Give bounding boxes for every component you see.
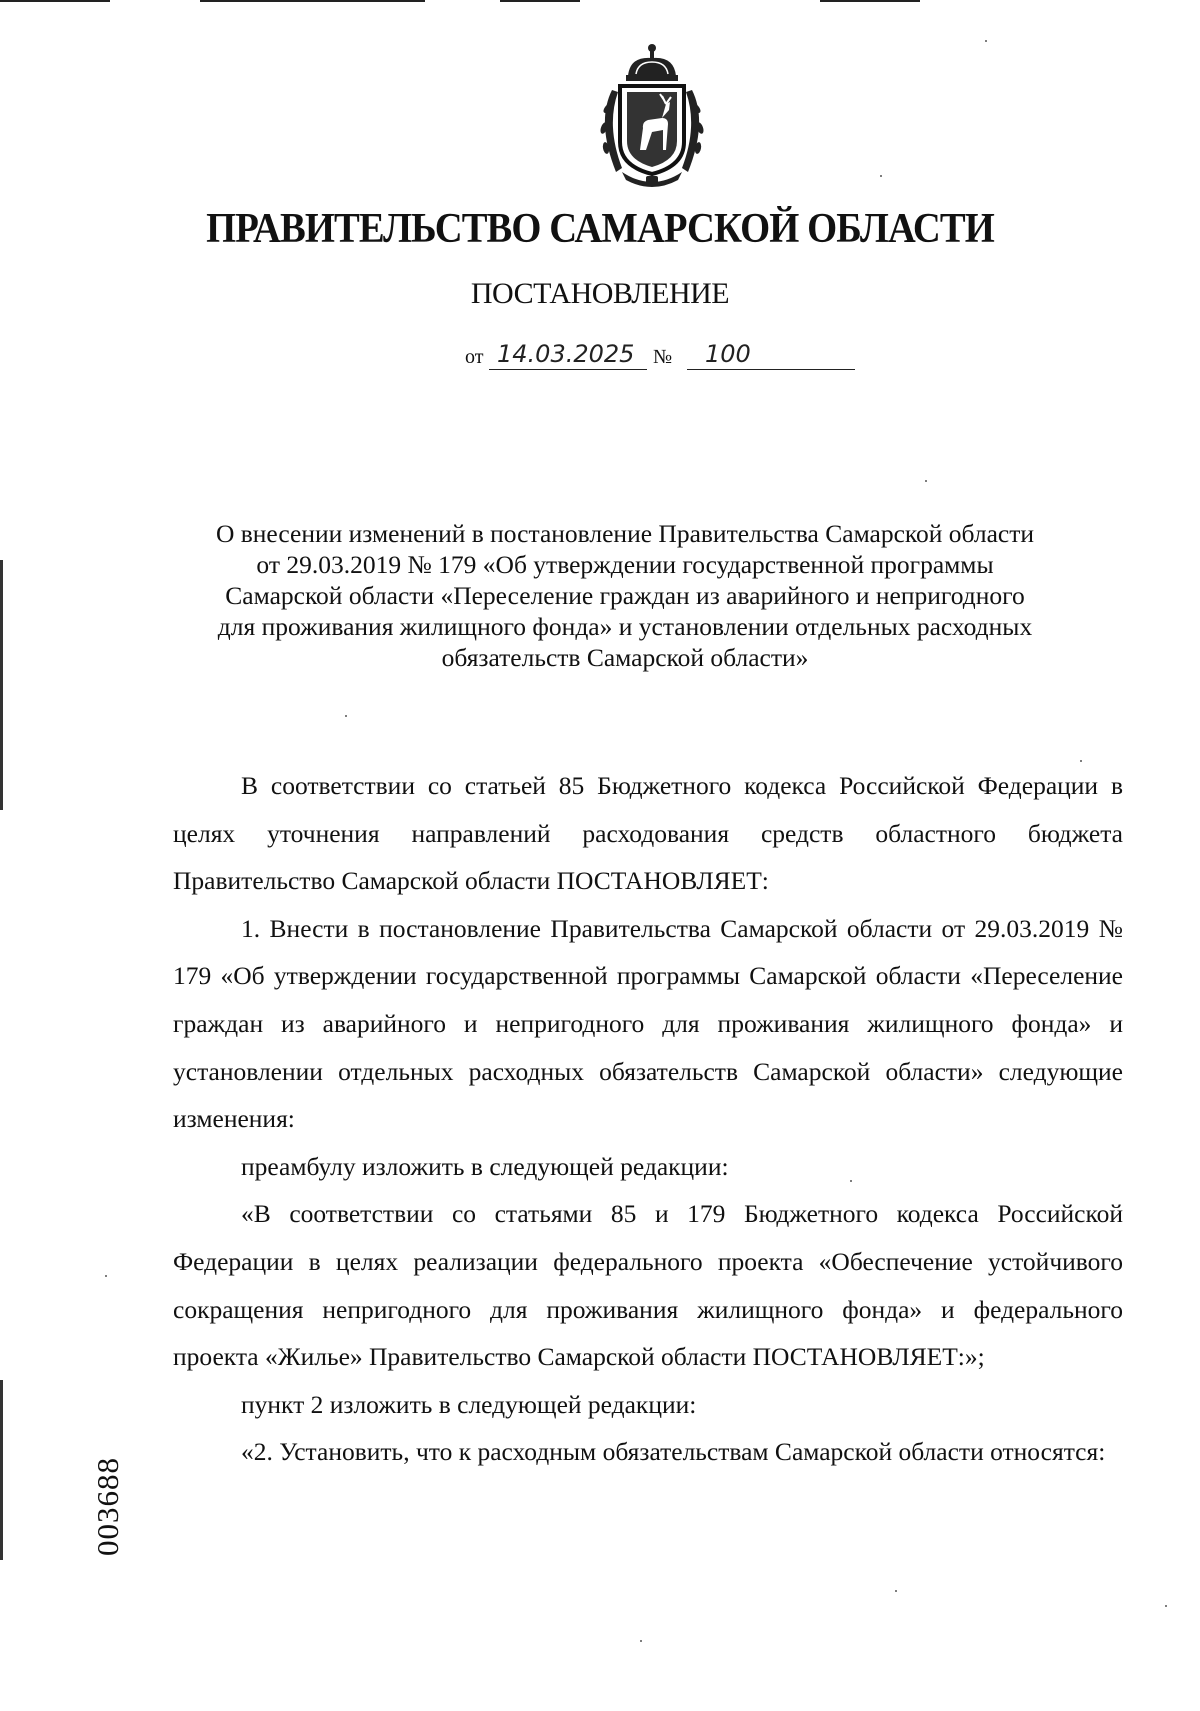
date-prefix: от	[465, 346, 484, 368]
body-paragraph: преамбулу изложить в следующей редакции:	[241, 1151, 729, 1181]
number-prefix: №	[653, 346, 673, 368]
scan-speck	[345, 715, 347, 717]
scan-artifact	[200, 0, 425, 2]
government-name: ПРАВИТЕЛЬСТВО САМАРСКОЙ ОБЛАСТИ	[206, 206, 994, 252]
subject-line: Самарской области «Переселение граждан из аварийного и непригодного	[225, 581, 1025, 610]
subject-line: обязательств Самарской области»	[441, 643, 809, 672]
scan-speck	[880, 175, 882, 177]
document-type: ПОСТАНОВЛЕНИЕ	[470, 277, 730, 310]
scan-artifact	[500, 0, 580, 2]
samara-coat-of-arms-icon	[582, 42, 722, 192]
scan-speck	[850, 1180, 852, 1182]
scan-artifact	[820, 0, 920, 2]
scan-speck	[105, 1275, 107, 1277]
scan-speck	[925, 480, 927, 482]
handwritten-number: 100	[705, 340, 751, 368]
registration-number: 003688	[90, 1457, 125, 1556]
document-subject	[150, 518, 1100, 673]
scan-artifact	[0, 0, 110, 2]
scan-speck	[1080, 760, 1082, 762]
scan-artifact	[0, 1380, 3, 1560]
subject-line: от 29.03.2019 № 179 «Об утверждении государственной программы	[256, 550, 994, 579]
body-paragraph: «В соответствии со статьями 85 и 179 Бюджетного кодекса Российской Федерации в целях реализации федерального проекта «Обеспечение устойчивого сокращения непригодного для проживания жилищного фонда» и федерального проекта «Жилье» Правительство Самарской области ПОСТАНОВЛЯЕТ:»;	[173, 1199, 1123, 1372]
subject-line: для проживания жилищного фонда» и установлении отдельных расходных	[217, 612, 1033, 641]
date-number-line	[465, 336, 855, 376]
date-underline	[489, 369, 647, 371]
scan-speck	[985, 40, 987, 42]
number-underline	[687, 369, 855, 371]
document-body	[173, 762, 1123, 1476]
body-paragraph: «2. Установить, что к расходным обязательствам Самарской области относятся:	[241, 1437, 1106, 1467]
body-paragraph: 1. Внести в постановление Правительства Самарской области от 29.03.2019 № 179 «Об утверждении государственной программы Самарской области «Переселение граждан из аварийного и непригодного для проживания жилищного фонда» и установлении отдельных расходных обязательств Самарской области» следующие изменения:	[173, 913, 1123, 1134]
body-paragraph: В соответствии со статьей 85 Бюджетного кодекса Российской Федерации в целях уточнения направлений расходования средств областного бюджета Правительство Самарской области ПОСТАНОВЛЯЕТ:	[173, 771, 1123, 896]
handwritten-date: 14.03.2025	[497, 340, 635, 368]
subject-line: О внесении изменений в постановление Правительства Самарской области	[215, 519, 1035, 548]
body-paragraph: пункт 2 изложить в следующей редакции:	[241, 1389, 697, 1419]
scan-speck	[1165, 1605, 1167, 1607]
scan-speck	[895, 1590, 897, 1592]
scan-artifact	[0, 560, 3, 810]
scan-speck	[640, 1640, 642, 1642]
